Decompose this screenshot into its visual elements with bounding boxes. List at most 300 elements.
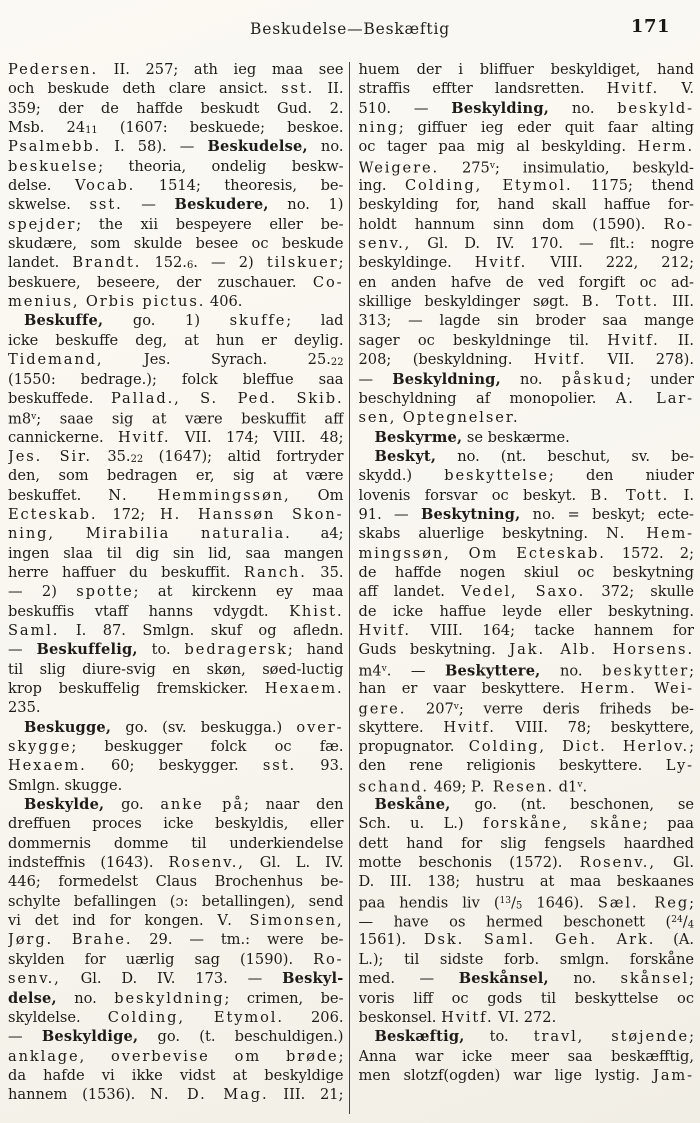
text-line <box>8 99 344 118</box>
headword-text: Beskyt, <box>374 447 437 465</box>
body-text: beskyldinge. <box>358 254 475 272</box>
body-text: go. (nt. beschonen, se <box>450 796 694 814</box>
body-text: Jak. Alb. Horsens. <box>509 641 694 659</box>
body-text: no. <box>548 970 621 988</box>
body-text: 6 <box>186 260 194 272</box>
body-text: ; <box>689 1028 694 1046</box>
body-text: 152. <box>141 254 187 272</box>
headword-text: Beskuffe, <box>24 312 104 330</box>
body-text: Colding, Etymol. <box>404 177 573 195</box>
text-line <box>8 157 344 176</box>
text-line <box>8 602 344 621</box>
text-line <box>8 872 344 891</box>
text-line <box>359 195 695 214</box>
body-text: 510. — <box>358 99 452 117</box>
body-text: Om <box>290 486 344 504</box>
body-text: / <box>511 894 516 912</box>
body-text: Hvitf. <box>441 1008 494 1026</box>
body-text: 22 <box>330 357 344 369</box>
body-text: ; den niuder <box>548 467 694 485</box>
body-text: Gl. L. IV. <box>244 854 344 872</box>
text-line <box>8 776 344 795</box>
body-text: skuffe <box>229 312 287 330</box>
body-text: to. <box>137 641 185 659</box>
body-text: de icke haffue leyde eller beskytning. <box>358 602 694 620</box>
body-text: Pedersen. <box>8 61 99 78</box>
text-line <box>8 1008 344 1027</box>
body-text: da hafde vi ikke vidst at beskyldige <box>8 1066 344 1084</box>
body-text: no. <box>56 989 115 1007</box>
body-text: — <box>122 196 175 214</box>
text-line <box>8 698 344 717</box>
body-text: travl, støjende <box>533 1028 690 1046</box>
body-text: Hvitf. <box>118 428 171 446</box>
body-text: krop beskuffelig fremskicker. <box>8 680 265 697</box>
body-text: N. D. Mag. <box>150 1086 269 1104</box>
body-text: ; at kirckenn ey maa <box>133 583 344 601</box>
body-text: Gl. D. IV. 170. — flt.: nogre <box>411 235 694 253</box>
body-text: se beskærme. <box>462 428 570 446</box>
body-text: 5 <box>515 900 523 912</box>
text-line <box>359 447 695 466</box>
body-text: 1175; thend <box>572 177 694 195</box>
text-line <box>8 950 344 969</box>
text-line <box>359 814 695 833</box>
body-text: delse. <box>8 177 75 195</box>
headword-text: Beskæftig, <box>374 1028 465 1046</box>
body-text: II. 257; ath ieg maa see <box>98 61 344 78</box>
body-text: icke beskuffe deg, at hun er deylig. <box>8 331 344 349</box>
text-line <box>359 660 695 679</box>
body-text: ; <box>338 1047 344 1065</box>
body-text: L.); til sidste forb. smlgn. forskåne <box>358 950 694 968</box>
text-line <box>359 795 695 814</box>
text-line <box>359 911 695 930</box>
body-text: propugnator. <box>358 738 469 756</box>
body-text: no. <box>549 99 618 117</box>
body-text: spotte <box>76 583 134 601</box>
body-text: anke på <box>160 796 244 814</box>
body-text: 24 <box>671 915 683 926</box>
body-text: N. Hemmingssøn, <box>108 486 291 504</box>
text-line <box>8 447 344 466</box>
body-text: P. Resen. <box>471 778 555 796</box>
body-text: Gl. <box>655 854 694 872</box>
body-text: den, som bedragen er, sig at være <box>8 467 344 485</box>
body-text: go. (sv. beskugga.) <box>111 718 297 736</box>
body-text: forskåne, skåne <box>483 815 643 833</box>
text-line <box>359 1066 695 1085</box>
body-text: lovenis forsvar oc beskyt. <box>358 486 591 504</box>
body-text: no. <box>540 662 603 679</box>
body-text: beskonsel. <box>358 1008 442 1026</box>
body-text: Jam- <box>653 1066 694 1084</box>
text-line <box>359 157 695 176</box>
body-text: beskytter <box>602 662 690 679</box>
body-text: 35. <box>91 447 131 465</box>
body-text: m4 <box>358 662 382 679</box>
body-text: d1 <box>554 778 578 796</box>
body-text: en anden hafve de ved forgift oc ad- <box>358 273 694 291</box>
text-line <box>8 1066 344 1085</box>
text-line <box>8 582 344 601</box>
body-text: Colding, Etymol. <box>107 1008 284 1026</box>
body-text: hannem (1536). <box>8 1086 151 1104</box>
body-text: Rosenv., <box>168 854 245 872</box>
text-line <box>8 563 344 582</box>
body-text: skudære, som skulde besee oc beskude <box>8 235 344 253</box>
body-text: 1514; theoresis, be- <box>135 177 344 195</box>
body-text: ; paa <box>642 815 694 833</box>
body-text: bedragersk <box>184 641 288 659</box>
body-text: ing. <box>358 177 405 195</box>
body-text: Hvitf. <box>443 718 496 736</box>
body-text: skånsel <box>620 970 690 988</box>
body-text: paa hendis liv ( <box>358 894 500 912</box>
body-text: no. (nt. beschut, sv. be- <box>436 447 694 465</box>
body-text: holdt hannum sinn dom (1590). <box>358 215 664 233</box>
headword-text: Beskudelse, <box>207 138 308 156</box>
text-line <box>359 892 695 911</box>
body-text: sst. <box>262 757 297 775</box>
text-line <box>359 215 695 234</box>
text-line <box>359 853 695 872</box>
body-text: Jes. Syrach. 25. <box>103 351 331 369</box>
body-text: men slotzf(ogden) war lige lystig. <box>358 1066 654 1084</box>
body-text: ; <box>338 254 344 272</box>
text-line <box>8 1027 344 1046</box>
text-line <box>8 79 344 98</box>
text-line <box>8 853 344 872</box>
text-line <box>359 737 695 756</box>
body-text: to. <box>464 1028 534 1046</box>
body-text: med. — <box>358 970 459 988</box>
body-text: V. <box>659 80 694 98</box>
body-text: (1607: beskuede; beskoe. <box>97 119 344 137</box>
text-line <box>359 253 695 272</box>
body-text: 91. — <box>358 505 421 523</box>
text-line <box>8 215 344 234</box>
body-text: Sch. u. L.) <box>358 815 484 833</box>
body-text: 172; <box>97 505 160 523</box>
body-text: Rosenv., <box>579 854 656 872</box>
text-line <box>359 99 695 118</box>
page-header <box>0 16 700 46</box>
body-text: Co- <box>312 273 344 291</box>
body-text: beskuffis vtaff hanns vdygdt. <box>8 602 290 620</box>
headword-text: Beskyldige, <box>41 1028 139 1046</box>
text-line <box>8 505 344 524</box>
text-line <box>8 660 344 679</box>
body-text: beskuere, beseere, der zuschauer. <box>8 273 313 291</box>
body-text: beskuffede. <box>8 389 111 407</box>
body-text: N. Hem- <box>606 525 694 543</box>
text-line <box>359 524 695 543</box>
body-text: — <box>8 641 37 659</box>
body-text: skillige beskyldinger søgt. <box>358 293 582 311</box>
body-text: 275 <box>439 159 490 177</box>
body-text: Anna war icke meer saa beskæfftig, <box>358 1047 694 1065</box>
body-text: vi det ind for kongen. <box>8 912 218 930</box>
body-text: I. 58). — <box>101 138 208 156</box>
body-text: ; hand <box>287 641 344 659</box>
text-line <box>8 969 344 988</box>
body-text: skyldelse. <box>8 1008 108 1026</box>
text-line <box>359 989 695 1008</box>
body-text: no. = beskyt; ecte- <box>520 505 694 523</box>
body-text: no. <box>500 370 562 388</box>
text-line <box>359 756 695 775</box>
text-line <box>8 292 344 311</box>
body-text: — <box>358 370 393 388</box>
body-text: Pallad., S. Ped. Skib. <box>110 389 344 407</box>
body-text: over- <box>296 718 344 736</box>
body-text: VIII. 222, 212; <box>527 254 694 272</box>
text-line <box>8 118 344 137</box>
text-line <box>8 756 344 775</box>
body-text: menius, Orbis pictus. <box>8 293 206 311</box>
headword-text: Beskudere, <box>174 196 269 214</box>
body-text: til slig diure-svig en skøn, søed-luctig <box>8 660 344 678</box>
body-text: dommernis domme til underkiendelse <box>8 834 344 852</box>
text-line <box>8 1047 344 1066</box>
body-text: 207 <box>406 700 454 718</box>
body-text: senv., <box>358 235 412 253</box>
headword-text: Beskytning, <box>420 505 521 523</box>
body-text: 313; — lagde sin broder saa mange <box>358 312 694 330</box>
body-text: sager oc beskyldninge til. <box>358 331 608 349</box>
body-text: ning, Mirabilia naturalia. <box>8 525 292 543</box>
headword-text: Beskuffelig, <box>36 641 138 659</box>
text-line <box>8 311 344 330</box>
left-column <box>8 60 349 1115</box>
body-text: VIII. 164; tacke hannem for <box>410 621 694 639</box>
body-text: 1572. 2; <box>605 544 694 562</box>
body-text: Saml. <box>8 621 60 639</box>
text-line <box>359 118 695 137</box>
body-text: ; under <box>626 370 694 388</box>
body-text: Vedel, Saxo. <box>461 583 586 601</box>
text-line <box>359 408 695 427</box>
body-text: beskyldning <box>114 989 225 1007</box>
body-text: Ro- <box>313 950 344 968</box>
body-text: schand. <box>358 778 429 796</box>
body-text: Ranch. <box>243 563 307 581</box>
body-text: gere. <box>358 700 407 718</box>
headword-text: Beskyl- <box>282 970 344 988</box>
body-text: aff landet. <box>358 583 462 601</box>
text-line <box>8 718 344 737</box>
text-line <box>8 737 344 756</box>
text-line <box>359 969 695 988</box>
body-text: v <box>31 412 37 423</box>
body-text: tilskuer <box>266 254 339 272</box>
text-line <box>359 640 695 659</box>
body-text: v <box>489 160 495 171</box>
body-text: ; beskugger folck oc fæ. <box>71 738 344 756</box>
text-line <box>8 466 344 485</box>
text-line <box>359 1027 695 1046</box>
headword-text: Beskåne, <box>374 796 451 814</box>
body-text: ; lad <box>286 312 344 330</box>
body-text: skylden for uærlig sag (1590). <box>8 950 314 968</box>
text-line <box>8 989 344 1008</box>
body-text: VIII. 78; beskyttere, <box>495 718 694 736</box>
body-text: D. III. 138; hustru at maa beskaanes <box>358 873 694 891</box>
body-text: ; <box>689 738 694 756</box>
body-text: — <box>8 1028 42 1046</box>
body-text: Brandt. <box>72 254 142 272</box>
body-text: huem der i bliffuer beskyldiget, hand <box>358 61 694 78</box>
body-text: Guds beskytning. <box>358 641 510 659</box>
body-text: sst. <box>89 196 123 214</box>
text-line <box>8 911 344 930</box>
text-line <box>8 679 344 698</box>
text-line <box>8 137 344 156</box>
body-text: indsteffnis (1643). <box>8 854 169 872</box>
headword-text: Beskyldning, <box>392 370 501 388</box>
body-text: Psalmebb. <box>8 138 102 156</box>
body-text: 359; der de haffde beskudt Gud. 2. <box>8 99 344 117</box>
body-text: han er vaar beskyttere. <box>358 680 581 697</box>
headword-text: Beskyttere, <box>445 662 541 679</box>
body-text: VII. 278). <box>586 351 694 369</box>
body-text: de haffde nogen skiul oc beskytning <box>358 563 694 581</box>
body-text: ; saae sig at være beskuffit aff <box>36 410 344 428</box>
body-text: ; naar den <box>243 796 344 814</box>
text-line <box>359 428 695 447</box>
text-line <box>8 60 344 79</box>
body-text: 1561). <box>358 931 424 949</box>
headword-text: delse, <box>8 989 57 1007</box>
body-text: . — 2) <box>193 254 267 272</box>
body-text: Hvitf. <box>607 331 660 349</box>
body-text: V. Simonsen, <box>217 912 344 930</box>
text-line <box>359 621 695 640</box>
body-text: III. 21; <box>268 1086 344 1104</box>
body-text: — 2) <box>8 583 77 601</box>
body-text: 469; <box>428 778 472 796</box>
body-text: och beskude deth clare ansict. <box>8 80 282 98</box>
body-text: Colding, Dict. Herlov. <box>468 738 690 756</box>
body-text: spejder <box>8 215 77 233</box>
body-text: ; <box>689 662 694 679</box>
body-text: II. <box>659 331 694 349</box>
body-text: mingssøn, Om Ecteskab. <box>358 544 606 562</box>
body-text: ; verre deris friheds be- <box>458 700 694 718</box>
body-text: B. Tott. <box>590 486 670 504</box>
body-text: sst. <box>281 80 315 98</box>
body-text: III. <box>659 293 694 311</box>
body-text: oc tager paa mig al beskylding. <box>358 138 638 156</box>
body-text: Smlgn. skugge. <box>8 776 123 794</box>
text-line <box>359 486 695 505</box>
body-text: ning <box>358 119 399 137</box>
body-text: Jørg. Brahe. <box>8 931 133 949</box>
body-text: skydd.) <box>358 467 445 485</box>
text-line <box>8 544 344 563</box>
body-text: Vocab. <box>74 177 136 195</box>
body-text: straffis effter landsretten. <box>358 80 607 98</box>
body-text: ; the xii bespeyere eller be- <box>76 215 344 233</box>
right-column <box>350 60 695 1115</box>
body-text: I. 87. Smlgn. skuf og afledn. <box>59 621 344 639</box>
text-line <box>359 176 695 195</box>
headword-text: Beskånsel, <box>458 970 549 988</box>
text-line <box>359 466 695 485</box>
text-line <box>8 370 344 389</box>
body-text: skwelse. <box>8 196 90 214</box>
body-text: (1550: bedrage.); folck bleffue saa <box>8 370 344 388</box>
body-text: 1646). <box>522 894 598 912</box>
body-text: 446; formedelst Claus Brochenhus be- <box>8 873 344 891</box>
text-line <box>359 776 695 795</box>
body-text: A. Lar- <box>615 389 694 407</box>
body-text: VI. 272. <box>493 1008 557 1026</box>
text-line <box>8 834 344 853</box>
body-text: go. <box>104 796 161 814</box>
body-text: — have os hermed beschonett ( <box>358 913 672 931</box>
body-text: Khist. <box>289 602 344 620</box>
text-line <box>359 273 695 292</box>
text-line <box>8 621 344 640</box>
text-line <box>8 408 344 427</box>
body-text: 60; beskygger. <box>86 757 263 775</box>
text-line <box>359 718 695 737</box>
text-columns <box>8 60 694 1115</box>
text-line <box>359 350 695 369</box>
text-line <box>8 930 344 949</box>
text-line <box>359 698 695 717</box>
text-line <box>359 602 695 621</box>
body-text: Herm. <box>637 138 694 156</box>
body-text: Ro- <box>663 215 694 233</box>
text-line <box>359 1047 695 1066</box>
headword-text: Beskylding, <box>451 99 550 117</box>
page-number: 171 <box>630 16 670 37</box>
body-text: motte beschonis (1572). <box>358 854 580 872</box>
body-text: ; <box>689 970 694 988</box>
body-text: Herm. Wei- <box>580 680 694 697</box>
body-text: v <box>577 779 583 790</box>
body-text: Sæl. Reg <box>597 894 690 912</box>
text-line <box>359 679 695 698</box>
text-line <box>359 505 695 524</box>
body-text: VII. 174; VIII. 48; <box>170 428 344 446</box>
text-line <box>359 311 695 330</box>
text-line <box>359 234 695 253</box>
body-text: H. Hanssøn Skon- <box>160 505 344 523</box>
body-text: beschyldning af monopolier. <box>358 389 616 407</box>
body-text: Ecteskab. <box>8 505 98 523</box>
body-text: beskyttelse <box>444 467 549 485</box>
body-text: dreffuen proces icke beskyldis, eller <box>8 815 344 833</box>
body-text: 206. <box>283 1008 344 1026</box>
body-text: 93. <box>296 757 344 775</box>
body-text: voris liff oc gods til beskyttelse oc <box>358 989 694 1007</box>
text-line <box>359 950 695 969</box>
text-line <box>8 234 344 253</box>
text-line <box>359 137 695 156</box>
text-line <box>359 1008 695 1027</box>
body-text: dett hand for slig fengsels haardhed <box>358 834 694 852</box>
body-text: landet. <box>8 254 73 272</box>
body-text: 35. <box>306 563 344 581</box>
body-text: II. <box>314 80 344 98</box>
body-text: a4; <box>291 525 344 543</box>
text-line <box>8 176 344 195</box>
body-text: 11 <box>85 125 98 137</box>
